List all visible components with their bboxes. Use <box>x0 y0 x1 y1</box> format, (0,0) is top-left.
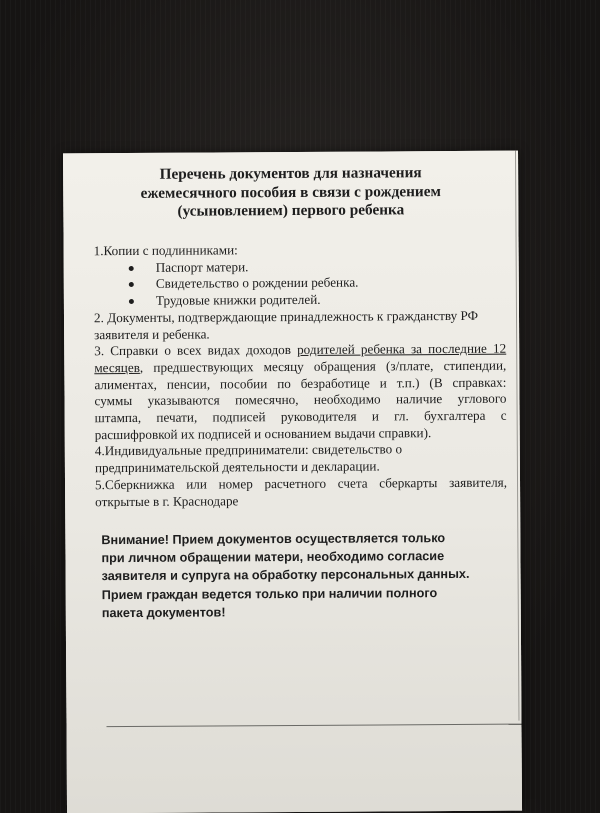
section2-line: заявителя и ребенка. <box>94 326 210 342</box>
list-item-label: Паспорт матери. <box>155 258 249 275</box>
document-sheet <box>63 151 522 813</box>
section3-line: расшифровкой их подписей и основанием выдачи справки). <box>94 424 432 442</box>
section4-line: предпринимательской деятельности и декларации. <box>94 458 380 476</box>
paper-fold-line <box>515 151 519 721</box>
section4-line: 4.Индивидуальные предприниматели: свидетельство о <box>94 441 403 459</box>
document-title <box>93 164 488 222</box>
divider <box>107 724 522 728</box>
document-body <box>94 241 508 511</box>
section3-text: , предшествующих месяцу обращения (з/плате, стипендии, <box>139 357 507 375</box>
section3-line: суммы указываются помесячно, необходимо наличие углового <box>94 391 507 409</box>
section5-line: открытые в г. Краснодаре <box>95 492 239 509</box>
section3-underlined: месяцев <box>94 359 140 376</box>
section3-line: алиментах, пенсии, пособии по безработице и т.п.) (В справках: <box>94 374 507 392</box>
bullet-icon <box>129 299 134 304</box>
section5-line: 5.Сберкнижка или номер расчетного счета сберкарты заявителя, <box>94 474 508 493</box>
section2-line: 2. Документы, подтверждающие принадлежность к гражданству РФ <box>93 307 479 326</box>
list-item <box>94 291 506 310</box>
warning-line: пакета документов! <box>101 605 226 620</box>
section3-prefix: 3. Справки о всех видах доходов <box>94 342 298 359</box>
title-line: Перечень документов для назначения <box>159 164 422 183</box>
section3-line: штампа, печати, подписей руководителя и гл. бухгалтера с <box>94 407 507 426</box>
warning-line: при личном обращении матери, необходимо согласие <box>101 549 445 566</box>
warning-line: Внимание! Прием документов осуществляется только <box>101 531 446 548</box>
bullet-icon <box>129 282 134 287</box>
list-item-label: Свидетельство о рождении ребенка. <box>155 274 359 292</box>
bullet-icon <box>129 266 134 271</box>
warning-notice <box>101 529 507 622</box>
warning-line: заявителя и супруга на обработку персональных данных. <box>101 567 470 584</box>
title-line: (усыновлением) первого ребенка <box>177 201 405 220</box>
section3-line <box>94 358 506 377</box>
warning-line: Прием граждан ведется только при наличии полного <box>101 585 438 602</box>
list-item-label: Трудовые книжки родителей. <box>155 291 321 308</box>
section1-heading: 1.Копии с подлинниками: <box>93 242 238 259</box>
title-line: ежемесячного пособия в связи с рождением <box>140 182 441 202</box>
section3-underlined: родителей ребенка за последние 12 <box>297 340 507 358</box>
